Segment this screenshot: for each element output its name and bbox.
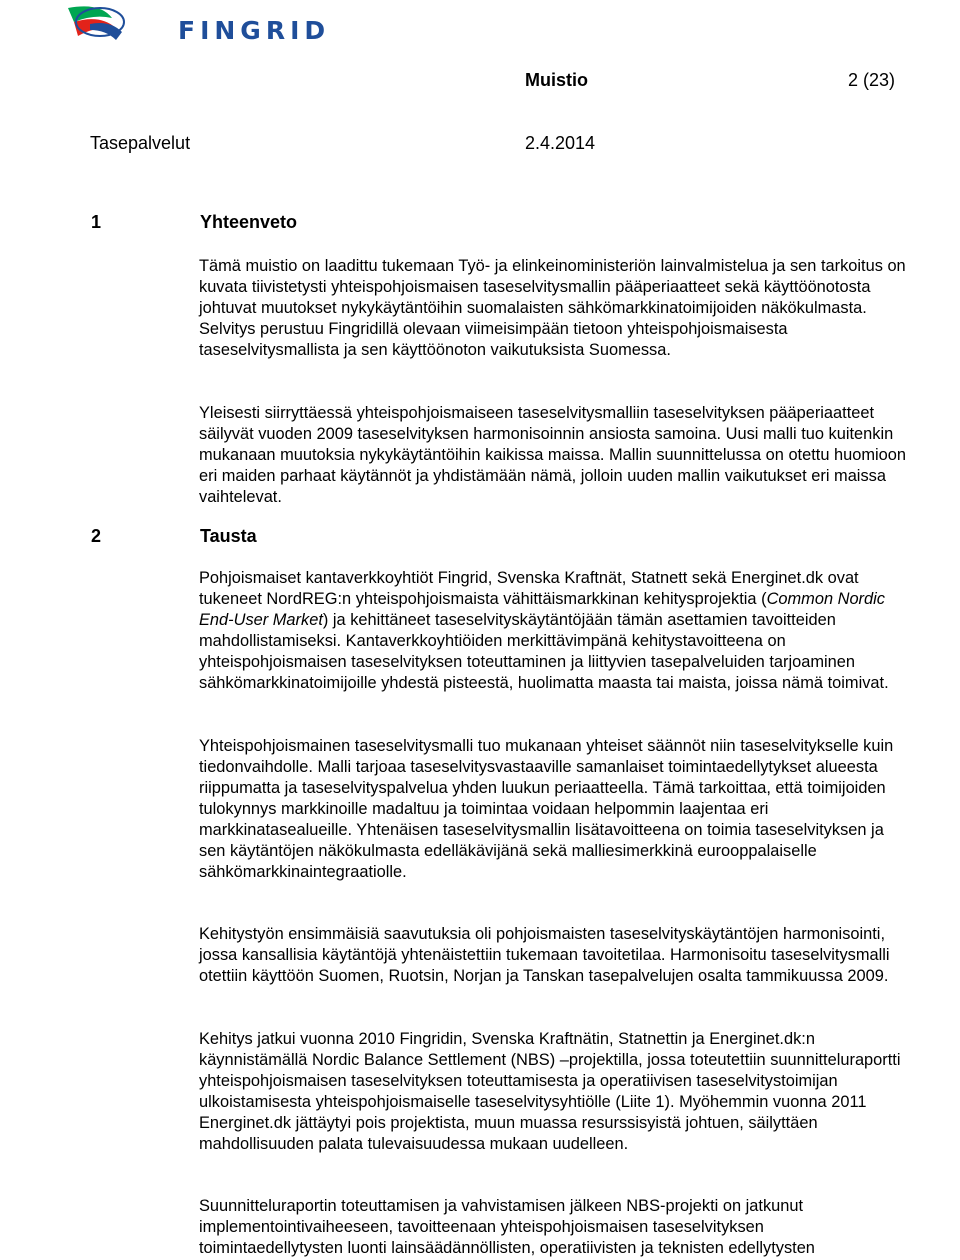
document-type: Muistio <box>525 70 588 90</box>
logo-wordmark: FINGRID <box>178 16 331 45</box>
paragraph: Suunnitteluraportin toteuttamisen ja vahvistamisen jälkeen NBS-projekti on jatkunut implementointivaiheeseen, tavoitteenaan yhteispohjoismaisen taseselvityksen toimintaedellytysten luonti lainsäädännöllisten, operatiivisten ja teknisten edellytysten <box>199 1197 815 1257</box>
paragraph-text: Pohjoismaiset kantaverkkoyhtiöt Fingrid, Svenska Kraftnät, Statnett sekä Energinet.dk ovat tukeneet NordREG:n yhteispohjoismaista vähittäismarkkinan kehitysprojektia ( <box>199 569 859 608</box>
paragraph: Yleisesti siirryttäessä yhteispohjoismaiseen taseselvitysmalliin taseselvityksen pääperiaatteet säilyvät vuoden 2009 taseselvityksen harmonisoinnin ansiosta samoina. Uusi malli tuo kuitenkin mukanaan muutoksia nykykäytäntöihin kaikissa maissa. Mallin suunnittelussa on otettu huomioon eri maiden parhaat käytännöt ja yhdistämään nämä, jolloin uuden mallin vaikutukset eri maissa vaihtelevat. <box>199 404 906 506</box>
paragraph: Yhteispohjoismainen taseselvitysmalli tuo mukanaan yhteiset säännöt niin taseselvitykselle kuin tiedonvaihdolle. Malli tarjoaa taseselvitysvastaaville samanlaiset toimintaedellytykset alueesta riippumatta ja taseselvityspalvelua yhden luukun periaatteella. Tämä tarkoittaa, että toimijoiden tulokynnys markkinoille madaltuu ja toimintaa voidaan helpommin laajentaa eri markkinatasealueille. Yhtenäisen taseselvitysmallin lisätavoitteena on toimia taseselvityksen ja sen käytäntöjen näkökulmasta edelläkävijänä sekä malliesimerkkinä eurooppalaiselle sähkömarkkinaintegraatiolle. <box>199 737 894 881</box>
fingrid-logo <box>60 0 331 55</box>
page-number: 2 (23) <box>848 70 896 90</box>
paragraph: Kehitys jatkui vuonna 2010 Fingridin, Svenska Kraftnätin, Statnettin ja Energinet.dk:n käynnistämällä Nordic Balance Settlement (NBS) –projektilla, jossa toteutettiin suunnitteluraportti yhteispohjoismaisen taseselvityksen toteuttamisesta ja operatiivisen taseselvitystoimijan ulkoistamisesta yhteispohjoismaiselle taseselvitysyhtiölle (Liite 1). Myöhemmin vuonna 2011 Energinet.dk jättäytyi pois projektista, muun muassa resurssisyistä johtuen, säilyttäen mahdollisuuden palata tulevaisuudessa mukaan uudelleen. <box>199 1030 901 1153</box>
section-title: Tausta <box>200 526 257 546</box>
department: Tasepalvelut <box>90 133 191 153</box>
paragraph: Kehitystyön ensimmäisiä saavutuksia oli pohjoismaisten taseselvityskäytäntöjen harmonisointi, jossa kansallisia käytäntöjä yhtenäistettiin tukemaan tavoitetilaa. Harmonisoitu taseselvitysmalli otettiin käyttöön Suomen, Ruotsin, Norjan ja Tanskan tasepalvelujen osalta tammikuussa 2009. <box>199 925 890 985</box>
paragraph-text: ) ja kehittäneet taseselvityskäytäntöjään tämän asettamien tavoitteiden mahdollistamiseksi. Kantaverkkoyhtiöiden merkittävimpänä kehitystavoitteena on yhteispohjoismaisen taseselvityksen toteuttaminen ja liittyvien tasepalveluiden tarjoaminen sähkömarkkinatoimijoille yhdestä pisteestä, huolimatta maasta tai maista, joissa nämä toimivat. <box>199 611 889 692</box>
section-number: 1 <box>91 212 102 232</box>
italic-term: Common Nordic End-User Market <box>199 590 885 629</box>
document-date: 2.4.2014 <box>525 133 596 153</box>
paragraph <box>199 568 909 694</box>
paragraph: Tämä muistio on laadittu tukemaan Työ- ja elinkeinoministeriön lainvalmistelua ja sen tarkoitus on kuvata tiivistetysti yhteispohjoismaisen taseselvitysmallin pääperiaatteet sekä käyttöönotosta johtuvat muutokset nykykäytäntöihin suomalaisten sähkömarkkinatoimijoiden näkökulmasta. Selvitys perustuu Fingridillä olevaan viimeisimpään tietoon yhteispohjoismaisesta taseselvitysmallista ja sen käyttöönoton vaikutuksista Suomessa. <box>199 257 906 359</box>
section-title: Yhteenveto <box>200 212 298 232</box>
section-number: 2 <box>91 526 102 546</box>
